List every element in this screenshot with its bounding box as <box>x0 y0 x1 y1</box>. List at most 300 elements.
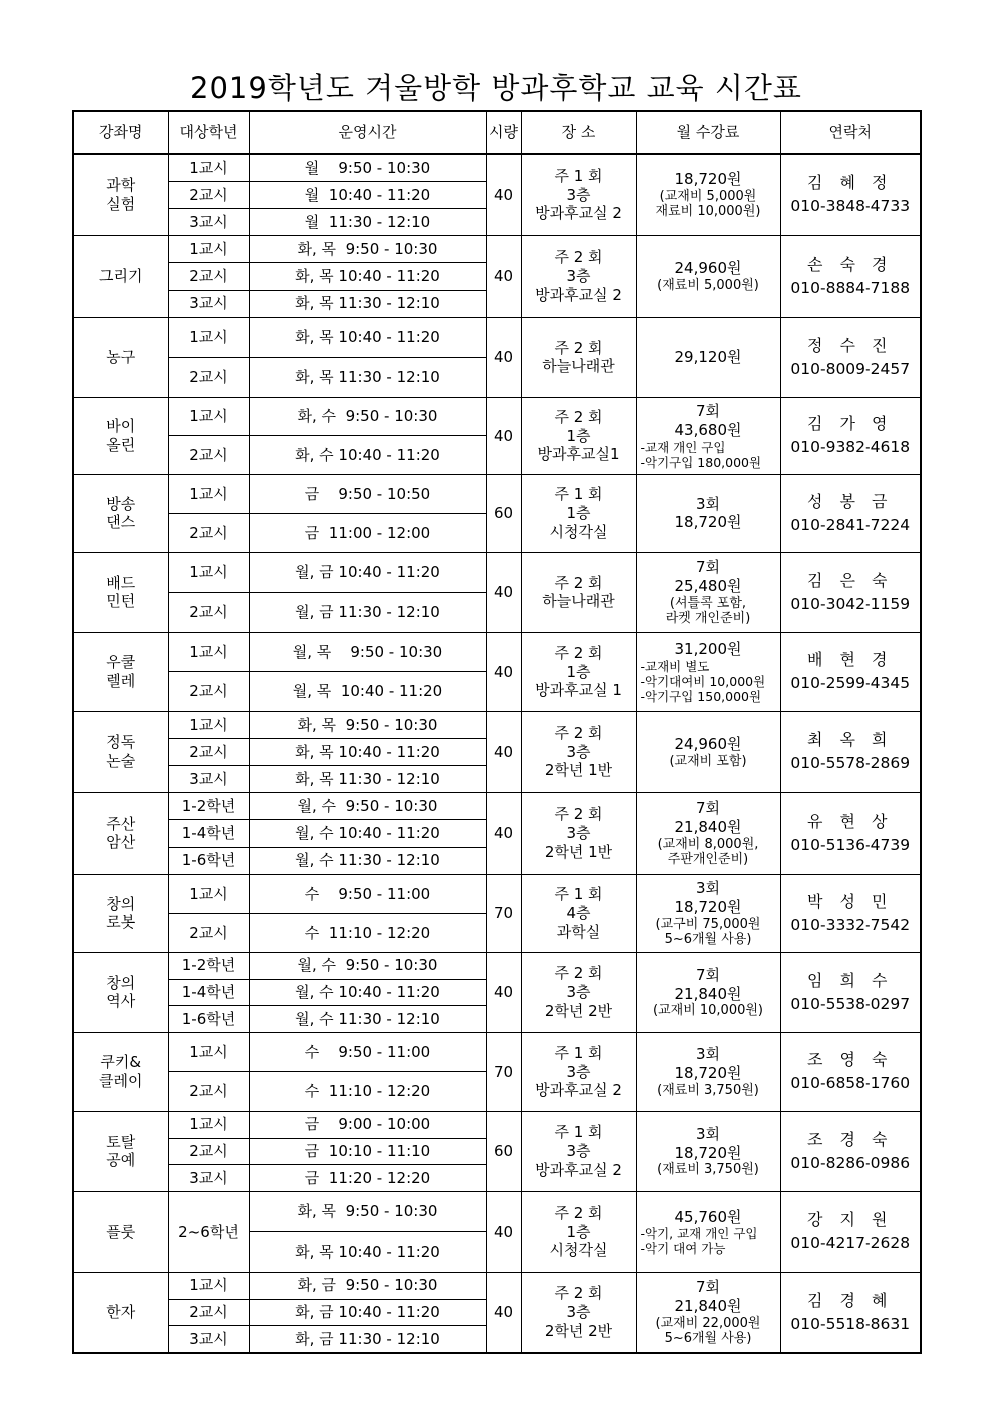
table-row <box>73 952 921 979</box>
course-name-cell <box>73 154 168 236</box>
course-name-cell <box>73 1032 168 1111</box>
fee-note: (재료비 3,750원) <box>657 1162 759 1178</box>
fee-amount: 18,720원 <box>674 897 742 916</box>
fee-cell <box>636 397 780 474</box>
fee-amount: 21,840원 <box>674 817 742 836</box>
header-course: 강좌명 <box>73 111 168 154</box>
instructor-phone: 010-2841-7224 <box>790 515 911 534</box>
hours-cell: 40 <box>486 552 521 632</box>
fee-cell <box>636 154 780 236</box>
period-cell: 2교시 <box>168 672 249 712</box>
fee-amount: 45,760원 <box>674 1207 742 1226</box>
place-line: 주 1 회 <box>554 166 603 185</box>
time-cell: 화, 금 10:40 - 11:20 <box>249 1299 486 1326</box>
fee-amount: 43,680원 <box>674 420 742 439</box>
contact-cell <box>780 154 921 236</box>
time-cell: 월, 목 10:40 - 11:20 <box>249 672 486 712</box>
period-cell: 1교시 <box>168 552 249 592</box>
fee-amount: 7회 <box>695 402 721 421</box>
instructor-name: 김 경 혜 <box>806 1290 894 1310</box>
fee-amount: 3회 <box>695 879 721 898</box>
course-name: 토탈 <box>106 1132 136 1151</box>
fee-cell <box>636 1111 780 1191</box>
contact-cell <box>780 1272 921 1352</box>
hours-cell: 40 <box>486 154 521 236</box>
hours-cell: 40 <box>486 792 521 874</box>
period-cell: 3교시 <box>168 209 249 236</box>
contact-cell <box>780 792 921 874</box>
fee-amount: 3회 <box>695 1124 721 1143</box>
fee-amount: 3회 <box>695 494 721 513</box>
fee-note: (교재비 포함) <box>669 753 747 769</box>
fee-amount: 24,960원 <box>674 734 742 753</box>
instructor-phone: 010-4217-2628 <box>790 1234 911 1253</box>
place-line: 방과후교실 1 <box>535 681 622 700</box>
period-cell: 1교시 <box>168 236 249 263</box>
hours-cell: 40 <box>486 1272 521 1352</box>
fee-amount: 31,200원 <box>674 640 742 659</box>
course-name-cell <box>73 792 168 874</box>
hours-cell: 40 <box>486 632 521 711</box>
contact-cell <box>780 1111 921 1191</box>
hours-cell: 70 <box>486 874 521 952</box>
time-cell: 화, 목 9:50 - 10:30 <box>249 711 486 738</box>
course-name: 실험 <box>106 195 136 213</box>
fee-note: (재료비 3,750원) <box>657 1082 759 1098</box>
course-name-cell <box>73 1191 168 1272</box>
instructor-phone: 010-6858-1760 <box>790 1074 911 1093</box>
course-name: 주산 <box>106 814 136 833</box>
period-cell: 2교시 <box>168 182 249 209</box>
course-name: 렐레 <box>106 671 136 690</box>
period-cell: 2교시 <box>168 913 249 952</box>
header-hours: 시량 <box>486 111 521 154</box>
time-cell: 금 9:50 - 10:50 <box>249 474 486 513</box>
time-cell: 수 9:50 - 11:00 <box>249 874 486 913</box>
hours-cell: 60 <box>486 1111 521 1191</box>
time-cell: 월, 금 10:40 - 11:20 <box>249 552 486 592</box>
instructor-name: 임 희 수 <box>806 970 894 990</box>
fee-cell <box>636 792 780 874</box>
course-name: 농구 <box>106 348 136 367</box>
course-name: 정독 <box>106 733 136 752</box>
course-name: 한자 <box>106 1303 136 1322</box>
hours-cell: 40 <box>486 317 521 397</box>
time-cell: 수 11:10 - 12:20 <box>249 913 486 952</box>
instructor-phone: 010-3848-4733 <box>790 197 911 216</box>
course-name-cell <box>73 1111 168 1191</box>
period-cell: 1-4학년 <box>168 820 249 847</box>
contact-cell <box>780 317 921 397</box>
course-name-cell <box>73 236 168 318</box>
course-name-cell <box>73 711 168 792</box>
fee-note: (교재비 8,000원, <box>657 836 759 852</box>
time-cell: 수 11:10 - 12:20 <box>249 1072 486 1112</box>
period-cell: 1교시 <box>168 711 249 738</box>
course-name: 과학 <box>106 176 136 195</box>
time-cell: 월, 수 9:50 - 10:30 <box>249 792 486 819</box>
instructor-name: 조 영 숙 <box>806 1050 894 1070</box>
time-cell: 월, 수 10:40 - 11:20 <box>249 820 486 847</box>
place-line: 하늘나래관 <box>542 357 615 376</box>
place-line: 3층 <box>566 267 591 286</box>
instructor-name: 조 경 숙 <box>806 1129 894 1149</box>
place-line: 주 2 회 <box>554 723 603 742</box>
period-cell: 2교시 <box>168 1299 249 1326</box>
instructor-phone: 010-8009-2457 <box>790 359 911 378</box>
place-line: 방과후교실 2 <box>535 1081 622 1100</box>
fee-bullet: -악기 대여 가능 <box>640 1241 726 1257</box>
fee-bullet: -악기, 교재 개인 구입 <box>640 1226 758 1242</box>
instructor-phone: 010-5136-4739 <box>790 835 911 854</box>
time-cell: 월 9:50 - 10:30 <box>249 154 486 182</box>
fee-note: (재료비 5,000원) <box>657 278 759 294</box>
place-line: 2학년 2반 <box>544 1001 613 1020</box>
fee-note: 라켓 개인준비) <box>665 611 751 627</box>
fee-bullet: -악기구입 180,000원 <box>640 454 762 470</box>
fee-amount: 3회 <box>695 1045 721 1064</box>
period-cell: 2교시 <box>168 357 249 397</box>
fee-amount: 7회 <box>695 558 721 577</box>
header-grade: 대상학년 <box>168 111 249 154</box>
period-cell: 2교시 <box>168 592 249 632</box>
time-cell: 화, 목 11:30 - 12:10 <box>249 765 486 792</box>
hours-cell: 40 <box>486 236 521 318</box>
place-line: 3층 <box>566 824 591 843</box>
fee-note: (교재비 5,000원 <box>659 188 757 204</box>
time-cell: 수 9:50 - 11:00 <box>249 1032 486 1072</box>
place-cell <box>521 952 636 1032</box>
period-cell: 2교시 <box>168 436 249 475</box>
period-cell: 2교시 <box>168 1138 249 1165</box>
period-cell: 1교시 <box>168 1032 249 1072</box>
place-cell <box>521 1032 636 1111</box>
table-row <box>73 711 921 738</box>
fee-cell <box>636 1272 780 1352</box>
place-line: 하늘나래관 <box>542 592 615 611</box>
fee-bullet: -교재 개인 구입 <box>640 439 726 455</box>
fee-cell <box>636 711 780 792</box>
time-cell: 화, 수 9:50 - 10:30 <box>249 397 486 436</box>
period-cell: 1-2학년 <box>168 952 249 979</box>
time-cell: 화, 목 9:50 - 10:30 <box>249 1191 486 1232</box>
fee-amount: 18,720원 <box>674 170 742 189</box>
course-name-cell <box>73 952 168 1032</box>
course-name-cell <box>73 632 168 711</box>
fee-amount: 24,960원 <box>674 259 742 278</box>
fee-note: 주판개인준비) <box>667 852 749 868</box>
period-cell: 1교시 <box>168 397 249 436</box>
course-name: 암산 <box>106 833 136 852</box>
course-name: 방송 <box>106 494 136 513</box>
fee-amount: 21,840원 <box>674 1296 742 1315</box>
period-cell: 2교시 <box>168 513 249 552</box>
period-cell: 1-4학년 <box>168 979 249 1006</box>
course-name: 플룻 <box>106 1222 136 1241</box>
course-name: 쿠키& <box>100 1053 142 1072</box>
place-line: 방과후교실 2 <box>535 204 622 223</box>
time-cell: 화, 목 10:40 - 11:20 <box>249 317 486 357</box>
time-cell: 월 10:40 - 11:20 <box>249 182 486 209</box>
place-line: 주 2 회 <box>554 573 603 592</box>
table-row <box>73 874 921 913</box>
fee-cell <box>636 874 780 952</box>
place-line: 2학년 1반 <box>544 761 613 780</box>
period-cell: 1교시 <box>168 1272 249 1299</box>
fee-bullet: -교재비 별도 <box>640 658 710 674</box>
contact-cell <box>780 711 921 792</box>
fee-cell <box>636 236 780 318</box>
place-cell <box>521 711 636 792</box>
table-row <box>73 792 921 819</box>
table-row <box>73 397 921 436</box>
period-cell: 1교시 <box>168 154 249 182</box>
time-cell: 화, 목 10:40 - 11:20 <box>249 263 486 290</box>
place-line: 3층 <box>566 742 591 761</box>
course-name: 올린 <box>106 435 136 454</box>
course-name: 창의 <box>106 973 136 992</box>
period-cell: 1-6학년 <box>168 1006 249 1033</box>
time-cell: 화, 목 10:40 - 11:20 <box>249 738 486 765</box>
place-cell <box>521 474 636 552</box>
hours-cell: 40 <box>486 1191 521 1272</box>
header-fee: 월 수강료 <box>636 111 780 154</box>
table-row <box>73 474 921 513</box>
fee-note: 재료비 10,000원) <box>655 204 761 220</box>
place-line: 주 2 회 <box>554 643 603 662</box>
fee-amount: 18,720원 <box>674 513 742 532</box>
period-cell: 1교시 <box>168 317 249 357</box>
hours-cell: 60 <box>486 474 521 552</box>
place-line: 시청각실 <box>549 1241 608 1260</box>
fee-amount: 7회 <box>695 965 721 984</box>
course-name: 배드 <box>106 573 136 592</box>
fee-note: (교구비 75,000원 <box>655 916 761 932</box>
instructor-phone: 010-5538-0297 <box>790 994 911 1013</box>
time-cell: 월, 수 11:30 - 12:10 <box>249 847 486 874</box>
instructor-name: 강 지 원 <box>806 1210 894 1230</box>
fee-amount: 7회 <box>695 799 721 818</box>
contact-cell <box>780 474 921 552</box>
contact-cell <box>780 552 921 632</box>
period-cell: 2교시 <box>168 738 249 765</box>
time-cell: 화, 목 9:50 - 10:30 <box>249 236 486 263</box>
time-cell: 월, 수 10:40 - 11:20 <box>249 979 486 1006</box>
instructor-phone: 010-9382-4618 <box>790 438 911 457</box>
course-name: 공예 <box>106 1151 136 1170</box>
fee-cell <box>636 632 780 711</box>
place-cell <box>521 154 636 236</box>
hours-cell: 70 <box>486 1032 521 1111</box>
table-row <box>73 632 921 672</box>
fee-amount: 18,720원 <box>674 1064 742 1083</box>
place-cell <box>521 236 636 318</box>
time-cell: 월, 수 11:30 - 12:10 <box>249 1006 486 1033</box>
fee-cell <box>636 317 780 397</box>
place-cell <box>521 1111 636 1191</box>
place-cell <box>521 792 636 874</box>
place-line: 2학년 1반 <box>544 842 613 861</box>
time-cell: 화, 목 11:30 - 12:10 <box>249 290 486 317</box>
place-line: 주 2 회 <box>554 805 603 824</box>
instructor-phone: 010-3042-1159 <box>790 594 911 613</box>
course-name-cell <box>73 874 168 952</box>
place-line: 주 1 회 <box>554 885 603 904</box>
time-cell: 금 11:20 - 12:20 <box>249 1165 486 1192</box>
place-line: 3층 <box>566 185 591 204</box>
instructor-phone: 010-2599-4345 <box>790 674 911 693</box>
place-line: 시청각실 <box>549 522 608 541</box>
time-cell: 월, 목 9:50 - 10:30 <box>249 632 486 672</box>
course-name: 창의 <box>106 894 136 913</box>
place-line: 4층 <box>566 904 591 923</box>
contact-cell <box>780 1032 921 1111</box>
time-cell: 화, 목 11:30 - 12:10 <box>249 357 486 397</box>
period-cell: 2교시 <box>168 263 249 290</box>
period-cell: 1교시 <box>168 632 249 672</box>
header-row <box>73 111 921 154</box>
place-line: 주 1 회 <box>554 1043 603 1062</box>
course-name: 역사 <box>106 992 136 1011</box>
place-cell <box>521 397 636 474</box>
instructor-name: 김 가 영 <box>806 414 894 434</box>
place-line: 주 2 회 <box>554 338 603 357</box>
period-cell: 1교시 <box>168 474 249 513</box>
contact-cell <box>780 236 921 318</box>
fee-note: (교재비 10,000원) <box>653 1003 763 1019</box>
time-cell: 금 10:10 - 11:10 <box>249 1138 486 1165</box>
period-cell: 1-2학년 <box>168 792 249 819</box>
schedule-table <box>72 110 922 1354</box>
instructor-name: 김 혜 정 <box>806 173 894 193</box>
fee-cell <box>636 552 780 632</box>
place-line: 1층 <box>566 662 591 681</box>
place-cell <box>521 632 636 711</box>
place-line: 주 2 회 <box>554 964 603 983</box>
place-line: 3층 <box>566 983 591 1002</box>
time-cell: 금 9:00 - 10:00 <box>249 1111 486 1138</box>
course-name-cell <box>73 397 168 474</box>
fee-amount: 18,720원 <box>674 1143 742 1162</box>
place-line: 방과후교실 2 <box>535 1160 622 1179</box>
contact-cell <box>780 874 921 952</box>
place-line: 주 2 회 <box>554 1284 603 1303</box>
instructor-name: 유 현 상 <box>806 811 894 831</box>
instructor-phone: 010-3332-7542 <box>790 915 911 934</box>
fee-bullet: -악기구입 150,000원 <box>640 688 762 704</box>
instructor-phone: 010-8884-7188 <box>790 278 911 297</box>
place-cell <box>521 1272 636 1352</box>
fee-amount: 7회 <box>695 1278 721 1297</box>
period-cell: 1-6학년 <box>168 847 249 874</box>
course-name-cell <box>73 317 168 397</box>
fee-cell <box>636 1032 780 1111</box>
place-line: 주 2 회 <box>554 248 603 267</box>
course-name: 댄스 <box>106 513 136 532</box>
hours-cell: 40 <box>486 711 521 792</box>
grade-cell: 2~6학년 <box>168 1191 249 1272</box>
time-cell: 화, 수 10:40 - 11:20 <box>249 436 486 475</box>
fee-amount: 29,120원 <box>674 348 742 367</box>
fee-note: (교재비 22,000원 <box>655 1315 761 1331</box>
course-name: 바이 <box>106 417 136 436</box>
hours-cell: 40 <box>486 952 521 1032</box>
place-line: 주 1 회 <box>554 1123 603 1142</box>
time-cell: 월 11:30 - 12:10 <box>249 209 486 236</box>
course-name-cell <box>73 552 168 632</box>
table-row <box>73 552 921 592</box>
place-cell <box>521 1191 636 1272</box>
place-line: 과학실 <box>556 922 601 941</box>
place-line: 1층 <box>566 1222 591 1241</box>
table-row <box>73 1191 921 1232</box>
contact-cell <box>780 632 921 711</box>
table-row <box>73 236 921 263</box>
time-cell: 월, 수 9:50 - 10:30 <box>249 952 486 979</box>
time-cell: 화, 목 10:40 - 11:20 <box>249 1232 486 1273</box>
course-name: 그리기 <box>99 267 143 286</box>
place-line: 3층 <box>566 1303 591 1322</box>
instructor-name: 최 옥 희 <box>806 730 894 750</box>
instructor-name: 박 성 민 <box>806 891 894 911</box>
place-line: 방과후교실 2 <box>535 285 622 304</box>
course-name-cell <box>73 1272 168 1352</box>
instructor-phone: 010-5518-8631 <box>790 1314 911 1333</box>
place-line: 1층 <box>566 426 591 445</box>
table-row <box>73 317 921 357</box>
period-cell: 1교시 <box>168 1111 249 1138</box>
table-row <box>73 1032 921 1072</box>
hours-cell: 40 <box>486 397 521 474</box>
place-line: 주 1 회 <box>554 485 603 504</box>
period-cell: 3교시 <box>168 765 249 792</box>
instructor-name: 정 수 진 <box>806 335 894 355</box>
page-title: 2019학년도 겨울방학 방과후학교 교육 시간표 <box>190 71 802 105</box>
time-cell: 화, 금 11:30 - 12:10 <box>249 1326 486 1353</box>
period-cell: 3교시 <box>168 1165 249 1192</box>
fee-note: (셔틀콕 포함, <box>669 595 747 611</box>
place-line: 방과후교실1 <box>537 445 620 464</box>
contact-cell <box>780 397 921 474</box>
fee-amount: 21,840원 <box>674 984 742 1003</box>
place-line: 2학년 2반 <box>544 1321 613 1340</box>
course-name: 우쿨 <box>106 653 136 672</box>
table-row <box>73 1272 921 1299</box>
fee-bullet: -악기대여비 10,000원 <box>640 673 766 689</box>
place-line: 1층 <box>566 504 591 523</box>
place-cell <box>521 552 636 632</box>
instructor-name: 배 현 경 <box>806 650 894 670</box>
fee-cell <box>636 952 780 1032</box>
contact-cell <box>780 1191 921 1272</box>
course-name: 민턴 <box>106 592 136 611</box>
course-name: 논술 <box>106 751 136 770</box>
fee-note: 5~6개월 사용) <box>664 932 752 948</box>
place-line: 주 2 회 <box>554 1203 603 1222</box>
table-row <box>73 1111 921 1138</box>
fee-amount: 25,480원 <box>674 576 742 595</box>
place-line: 3층 <box>566 1142 591 1161</box>
header-contact: 연락처 <box>780 111 921 154</box>
place-cell <box>521 874 636 952</box>
fee-note: 5~6개월 사용) <box>664 1331 752 1347</box>
period-cell: 2교시 <box>168 1072 249 1112</box>
schedule-body <box>73 154 921 1353</box>
period-cell: 1교시 <box>168 874 249 913</box>
place-line: 3층 <box>566 1062 591 1081</box>
course-name: 로봇 <box>106 913 136 932</box>
instructor-name: 성 봉 금 <box>806 491 894 511</box>
